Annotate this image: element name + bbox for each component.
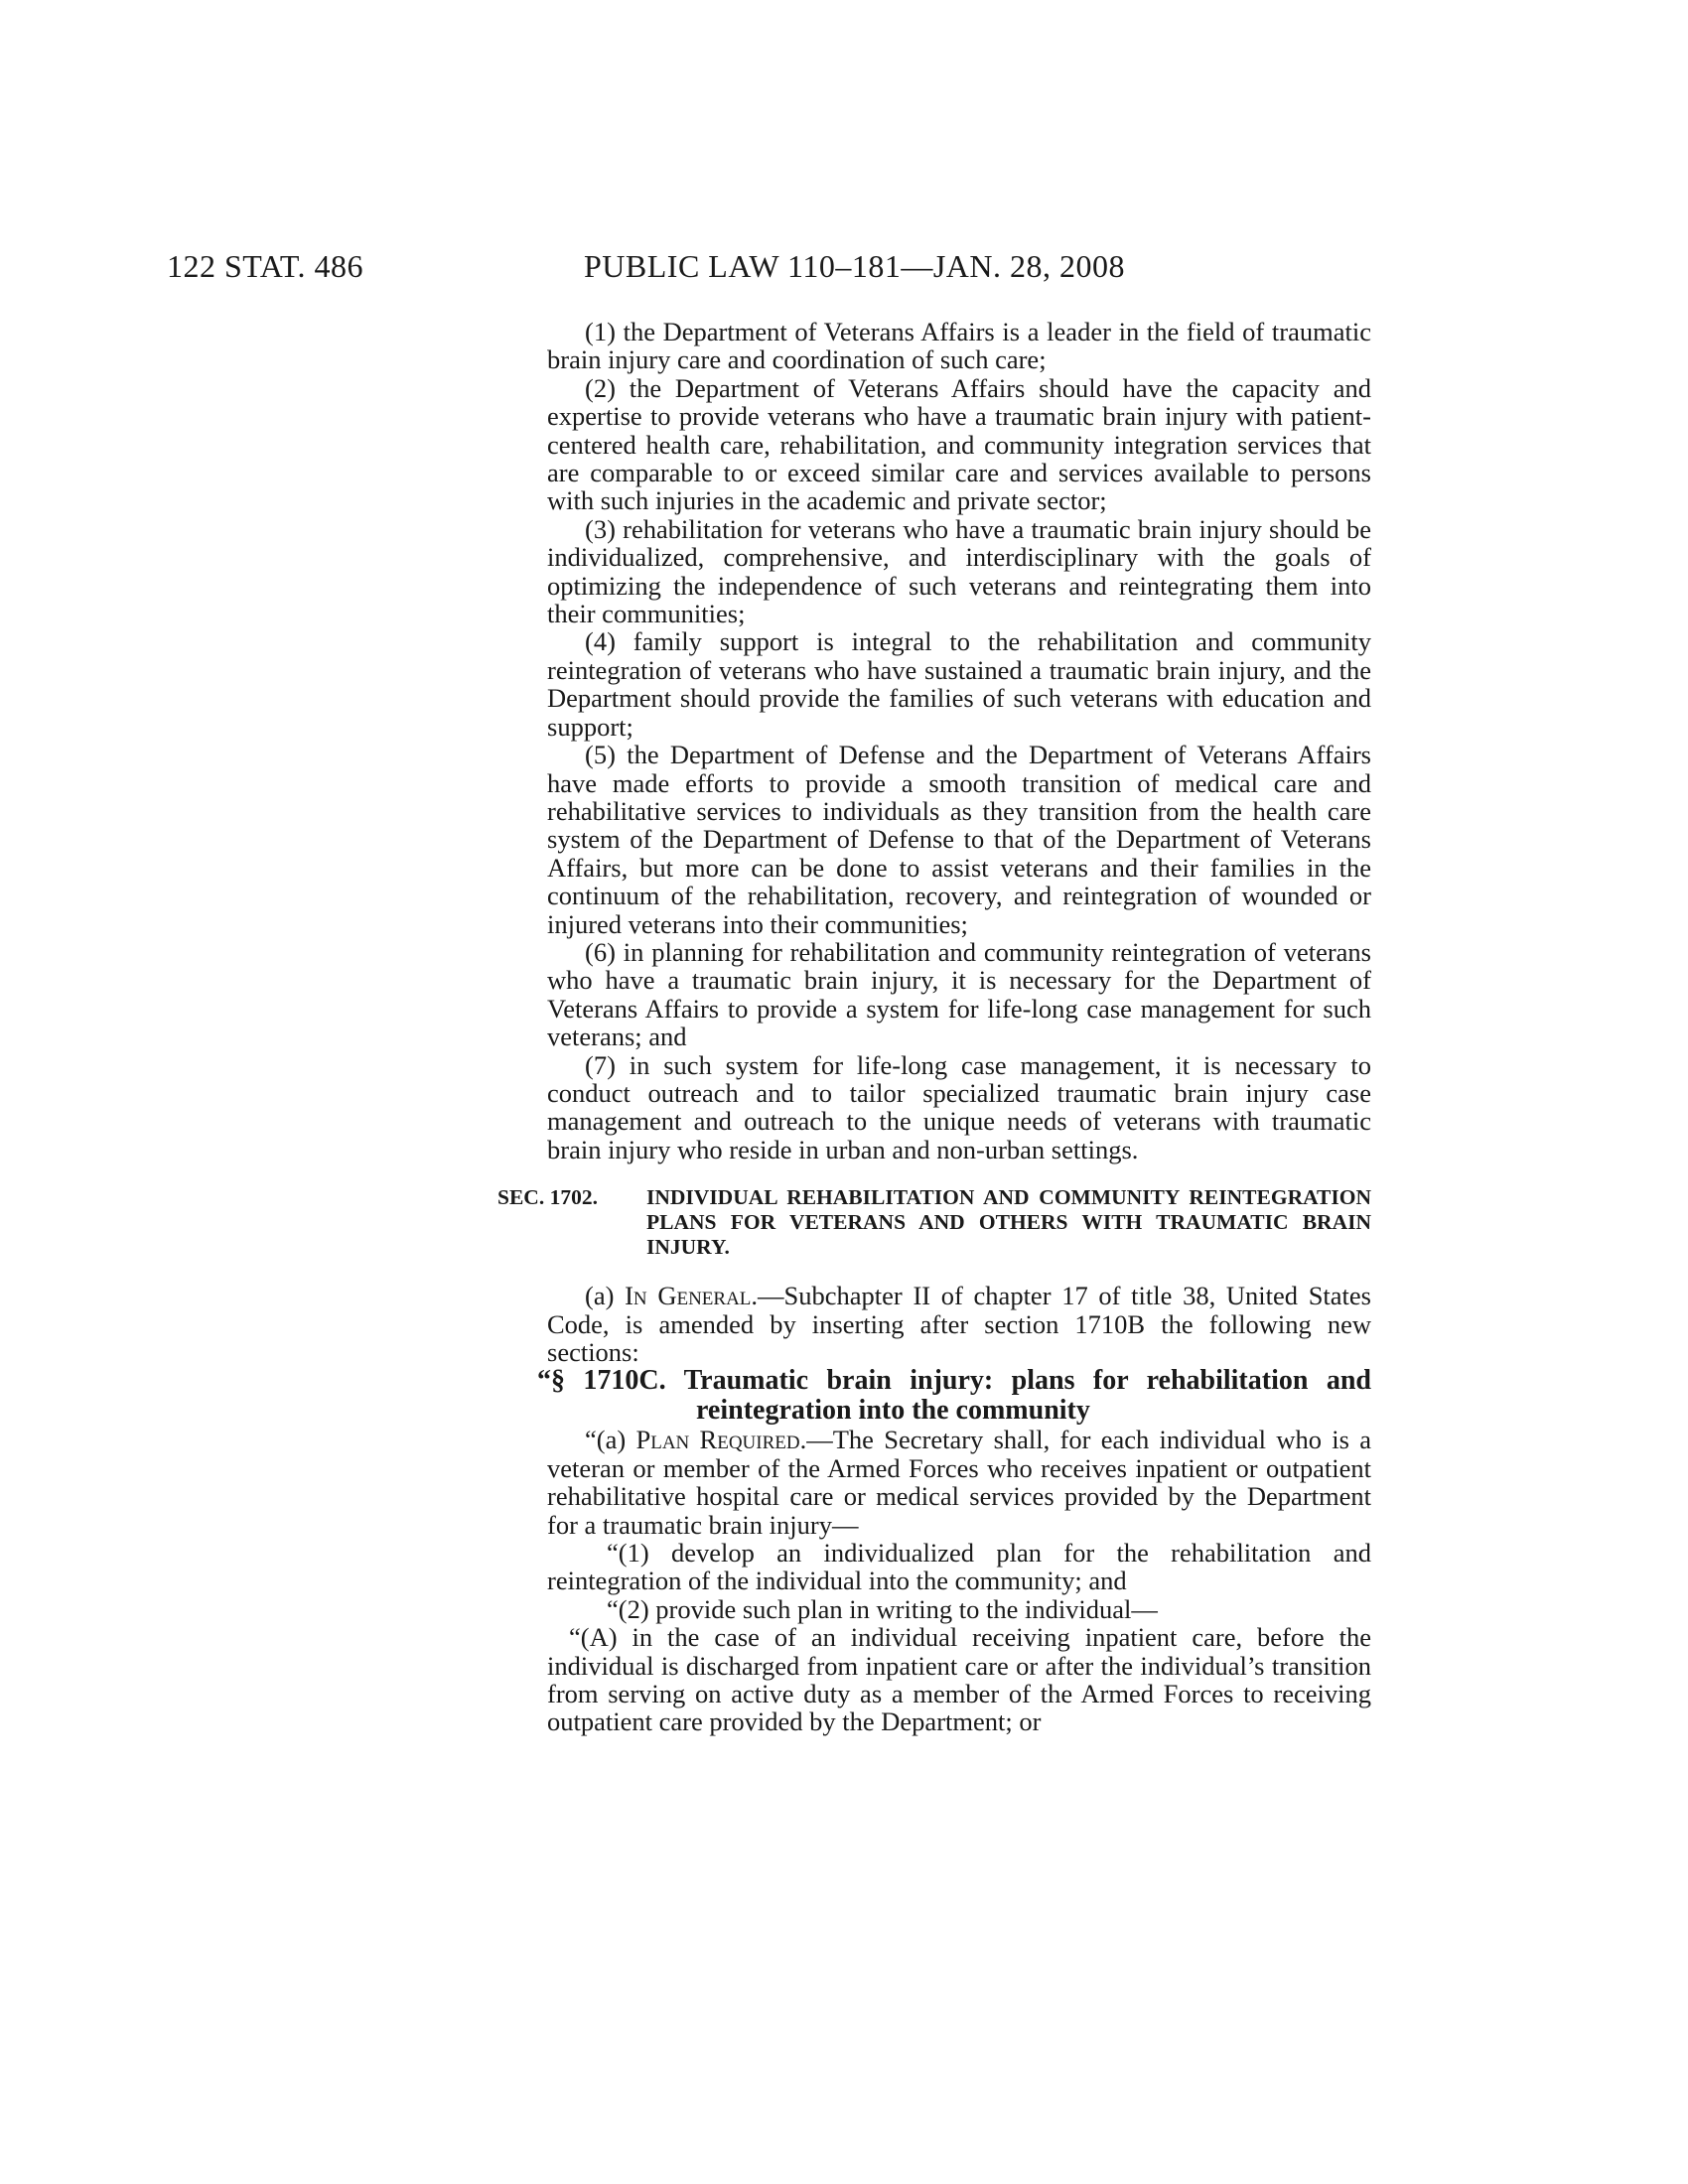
subsection-heading: In General <box>625 1281 752 1311</box>
page-stat-number: 122 STAT. 486 <box>167 248 364 284</box>
section-number: SEC. 1702. <box>497 1185 598 1210</box>
document-body <box>497 317 1371 1737</box>
subsection-text: .—The Secretary shall, for each individual who is a veteran or member of the Armed Forces who receives inpatient or outpatient rehabilitative hospital care or medical services provided by the Department for a traumatic brain injury— <box>547 1425 1371 1540</box>
section-title: INDIVIDUAL REHABILITATION AND COMMUNITY REINTEGRATION PLANS FOR VETERANS AND OTHERS WITH TRAUMATIC BRAIN INJURY. <box>646 1185 1371 1260</box>
finding-paragraph: (2) the Department of Veterans Affairs should have the capacity and expertise to provide veterans who have a traumatic brain injury with patient-centered health care, rehabilitation, and community integration services that are comparable to or exceed similar care and services available to persons with such injuries in the academic and private sector; <box>547 372 1371 516</box>
section-heading <box>497 1185 1371 1260</box>
finding-paragraph: (7) in such system for life-long case management, it is necessary to conduct outreach and to tailor specialized traumatic brain injury case management and outreach to the unique needs of veterans with traumatic brain injury who reside in urban and non-urban settings. <box>547 1049 1371 1164</box>
finding-paragraph: (1) the Department of Veterans Affairs is a leader in the field of traumatic brain injury care and coordination of such care; <box>547 317 1371 375</box>
new-section-title: “§ 1710C. Traumatic brain injury: plans for rehabilitation and reintegration into the community <box>537 1365 1371 1427</box>
finding-paragraph: (4) family support is integral to the rehabilitation and community reintegration of veterans who have sustained a traumatic brain injury, and the Department should provide the families of such veterans with education and support; <box>547 626 1371 742</box>
subsection-label: “(a) <box>585 1425 636 1455</box>
plan-item-2: “(2) provide such plan in writing to the individual— <box>607 1593 1158 1624</box>
finding-paragraph: (3) rehabilitation for veterans who have a traumatic brain injury should be individualized, comprehensive, and interdisciplinary with the goals of optimizing the independence of such veterans and reintegrating them into their communities; <box>547 513 1371 629</box>
in-general-paragraph <box>547 1282 1371 1366</box>
subsection-text: .—Subchapter II of chapter 17 of title 38, United States Code, is amended by inserting after section 1710B the following new sections: <box>547 1281 1371 1367</box>
finding-paragraph: (5) the Department of Defense and the Department of Veterans Affairs have made efforts to provide a smooth transition of medical care and rehabilitative services to individuals as they transition from the health care system of the Department of Defense to that of the Department of Veterans Affairs, but more can be done to assist veterans and their families in the continuum of the rehabilitation, recovery, and reintegration of wounded or injured veterans into their communities; <box>547 740 1371 939</box>
plan-required-paragraph <box>547 1426 1371 1539</box>
plan-item-a: “(A) in the case of an individual receiving inpatient care, before the individual is discharged from inpatient care or after the individual’s transition from serving on active duty as a member of the Armed Forces to receiving outpatient care provided by the Department; or <box>547 1622 1371 1737</box>
subsection-label: (a) <box>585 1281 626 1311</box>
subsection-heading: Plan Required <box>635 1425 800 1455</box>
finding-paragraph: (6) in planning for rehabilitation and community reintegration of veterans who have a traumatic brain injury, it is necessary for the Department of Veterans Affairs to provide a system for life-long case management for such veterans; and <box>547 936 1371 1052</box>
page-running-title: PUBLIC LAW 110–181—JAN. 28, 2008 <box>584 248 1125 284</box>
plan-item-1: “(1) develop an individualized plan for the rehabilitation and reintegration of the individual into the community; and <box>547 1538 1371 1596</box>
